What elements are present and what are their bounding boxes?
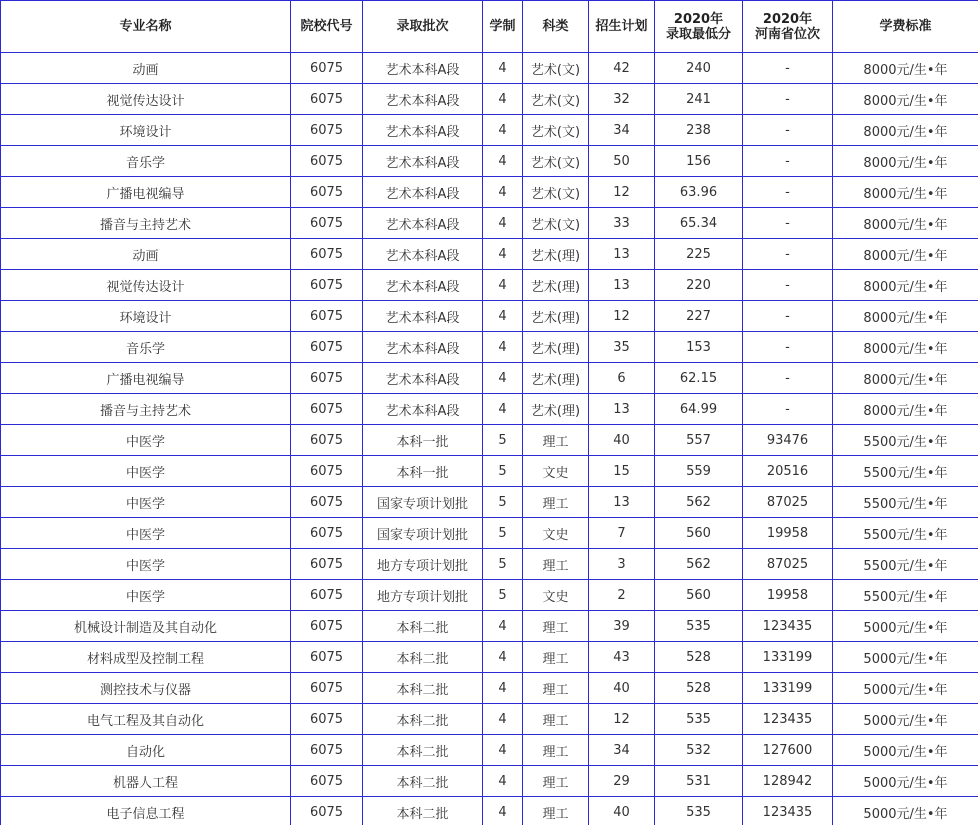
cell-min-score: 225 [655,239,743,270]
cell-tuition: 8000元/生•年 [833,115,978,146]
cell-batch: 艺术本科A段 [363,270,483,301]
cell-tuition: 8000元/生•年 [833,146,978,177]
cell-batch: 本科一批 [363,456,483,487]
cell-batch: 艺术本科A段 [363,363,483,394]
cell-enrollment-plan: 12 [589,177,655,208]
cell-tuition: 8000元/生•年 [833,177,978,208]
cell-major-name: 动画 [1,239,291,270]
cell-batch: 本科二批 [363,735,483,766]
col-header-province-rank [743,1,833,53]
cell-province-rank: - [743,332,833,363]
table-row [1,673,978,704]
col-header-tuition [833,1,978,53]
cell-tuition: 5000元/生•年 [833,766,978,797]
cell-major-name: 广播电视编导 [1,177,291,208]
table-row [1,301,978,332]
cell-province-rank: - [743,53,833,84]
cell-duration: 5 [483,487,523,518]
cell-province-rank: 127600 [743,735,833,766]
cell-batch: 本科二批 [363,642,483,673]
cell-duration: 4 [483,239,523,270]
cell-enrollment-plan: 13 [589,487,655,518]
cell-category: 艺术(文) [523,53,589,84]
cell-batch: 本科二批 [363,766,483,797]
cell-batch: 本科二批 [363,704,483,735]
cell-province-rank: 123435 [743,797,833,825]
cell-min-score: 557 [655,425,743,456]
cell-province-rank: 123435 [743,611,833,642]
cell-min-score: 535 [655,611,743,642]
table-row [1,53,978,84]
cell-school-code: 6075 [291,301,363,332]
cell-school-code: 6075 [291,270,363,301]
cell-min-score: 559 [655,456,743,487]
cell-province-rank: 87025 [743,549,833,580]
cell-tuition: 5500元/生•年 [833,580,978,611]
cell-enrollment-plan: 42 [589,53,655,84]
cell-tuition: 5000元/生•年 [833,704,978,735]
cell-province-rank: - [743,270,833,301]
cell-school-code: 6075 [291,456,363,487]
cell-duration: 4 [483,611,523,642]
cell-duration: 4 [483,394,523,425]
col-header-duration [483,1,523,53]
cell-enrollment-plan: 40 [589,797,655,825]
cell-batch: 艺术本科A段 [363,394,483,425]
cell-major-name: 中医学 [1,456,291,487]
cell-school-code: 6075 [291,177,363,208]
cell-duration: 4 [483,704,523,735]
cell-duration: 4 [483,53,523,84]
header-line: 专业名称 [119,19,172,34]
cell-category: 理工 [523,704,589,735]
cell-province-rank: - [743,146,833,177]
cell-province-rank: - [743,239,833,270]
header-line: 录取批次 [396,19,449,34]
cell-major-name: 机器人工程 [1,766,291,797]
cell-school-code: 6075 [291,146,363,177]
cell-duration: 4 [483,146,523,177]
cell-category: 艺术(文) [523,115,589,146]
cell-batch: 艺术本科A段 [363,84,483,115]
cell-school-code: 6075 [291,642,363,673]
cell-tuition: 5500元/生•年 [833,487,978,518]
cell-province-rank: 133199 [743,673,833,704]
cell-batch: 本科二批 [363,797,483,825]
cell-batch: 艺术本科A段 [363,332,483,363]
cell-major-name: 中医学 [1,580,291,611]
cell-school-code: 6075 [291,580,363,611]
cell-duration: 5 [483,518,523,549]
cell-major-name: 播音与主持艺术 [1,208,291,239]
cell-major-name: 中医学 [1,487,291,518]
table-row [1,642,978,673]
cell-min-score: 535 [655,797,743,825]
cell-school-code: 6075 [291,394,363,425]
table-row [1,735,978,766]
cell-enrollment-plan: 13 [589,394,655,425]
cell-min-score: 238 [655,115,743,146]
cell-category: 艺术(文) [523,146,589,177]
cell-province-rank: - [743,301,833,332]
header-line: 河南省位次 [754,26,820,42]
cell-duration: 4 [483,332,523,363]
cell-min-score: 63.96 [655,177,743,208]
header-line: 学费标准 [879,19,932,34]
cell-tuition: 5500元/生•年 [833,425,978,456]
table-row [1,487,978,518]
cell-school-code: 6075 [291,239,363,270]
cell-major-name: 音乐学 [1,332,291,363]
cell-enrollment-plan: 29 [589,766,655,797]
cell-major-name: 电子信息工程 [1,797,291,825]
cell-province-rank: 93476 [743,425,833,456]
cell-school-code: 6075 [291,518,363,549]
cell-major-name: 电气工程及其自动化 [1,704,291,735]
cell-school-code: 6075 [291,704,363,735]
cell-duration: 4 [483,766,523,797]
col-header-enrollment-plan [589,1,655,53]
cell-category: 艺术(理) [523,363,589,394]
cell-category: 文史 [523,456,589,487]
table-row [1,208,978,239]
cell-enrollment-plan: 43 [589,642,655,673]
cell-min-score: 528 [655,673,743,704]
cell-tuition: 5000元/生•年 [833,797,978,825]
cell-min-score: 220 [655,270,743,301]
cell-major-name: 材料成型及控制工程 [1,642,291,673]
header-line: 2020年 [673,11,724,27]
cell-major-name: 动画 [1,53,291,84]
col-header-category [523,1,589,53]
cell-major-name: 环境设计 [1,115,291,146]
cell-school-code: 6075 [291,611,363,642]
cell-province-rank: 133199 [743,642,833,673]
cell-enrollment-plan: 13 [589,239,655,270]
cell-min-score: 62.15 [655,363,743,394]
cell-batch: 地方专项计划批 [363,580,483,611]
header-line: 学制 [489,19,516,34]
cell-province-rank: - [743,177,833,208]
cell-tuition: 8000元/生•年 [833,84,978,115]
cell-duration: 4 [483,301,523,332]
table-row [1,580,978,611]
col-header-min-score [655,1,743,53]
cell-tuition: 8000元/生•年 [833,239,978,270]
col-header-batch [363,1,483,53]
cell-duration: 4 [483,797,523,825]
cell-duration: 5 [483,456,523,487]
cell-school-code: 6075 [291,487,363,518]
cell-min-score: 241 [655,84,743,115]
cell-tuition: 5000元/生•年 [833,673,978,704]
cell-category: 理工 [523,797,589,825]
table-row [1,456,978,487]
cell-enrollment-plan: 6 [589,363,655,394]
table-header [1,1,978,53]
header-line: 招生计划 [595,19,648,34]
cell-tuition: 5000元/生•年 [833,611,978,642]
cell-category: 艺术(文) [523,177,589,208]
col-header-school-code [291,1,363,53]
cell-batch: 国家专项计划批 [363,518,483,549]
table-row [1,239,978,270]
cell-min-score: 64.99 [655,394,743,425]
table-row [1,146,978,177]
table-row [1,425,978,456]
table-row [1,797,978,825]
cell-tuition: 5000元/生•年 [833,735,978,766]
cell-duration: 4 [483,363,523,394]
table-row [1,115,978,146]
header-line: 科类 [542,19,569,34]
table-row [1,611,978,642]
cell-batch: 地方专项计划批 [363,549,483,580]
cell-enrollment-plan: 34 [589,115,655,146]
cell-duration: 4 [483,177,523,208]
cell-enrollment-plan: 39 [589,611,655,642]
cell-province-rank: 128942 [743,766,833,797]
table-body [1,53,978,825]
cell-category: 理工 [523,735,589,766]
cell-tuition: 8000元/生•年 [833,301,978,332]
cell-batch: 艺术本科A段 [363,177,483,208]
cell-category: 艺术(理) [523,270,589,301]
cell-duration: 4 [483,115,523,146]
cell-category: 理工 [523,673,589,704]
cell-tuition: 5000元/生•年 [833,642,978,673]
cell-province-rank: - [743,363,833,394]
table-row [1,518,978,549]
cell-school-code: 6075 [291,53,363,84]
cell-major-name: 自动化 [1,735,291,766]
cell-enrollment-plan: 12 [589,301,655,332]
table-row [1,84,978,115]
cell-school-code: 6075 [291,425,363,456]
table-row [1,177,978,208]
table-row [1,549,978,580]
cell-school-code: 6075 [291,332,363,363]
cell-tuition: 8000元/生•年 [833,332,978,363]
cell-category: 文史 [523,580,589,611]
cell-min-score: 65.34 [655,208,743,239]
header-line: 院校代号 [300,19,353,34]
cell-category: 艺术(理) [523,332,589,363]
cell-school-code: 6075 [291,84,363,115]
table-row [1,704,978,735]
cell-duration: 4 [483,270,523,301]
cell-min-score: 156 [655,146,743,177]
cell-batch: 本科二批 [363,611,483,642]
cell-category: 艺术(文) [523,84,589,115]
cell-major-name: 中医学 [1,425,291,456]
cell-batch: 艺术本科A段 [363,115,483,146]
cell-tuition: 5500元/生•年 [833,518,978,549]
cell-batch: 艺术本科A段 [363,208,483,239]
cell-enrollment-plan: 15 [589,456,655,487]
header-row [1,1,978,53]
cell-min-score: 227 [655,301,743,332]
col-header-major-name [1,1,291,53]
cell-duration: 4 [483,673,523,704]
cell-enrollment-plan: 35 [589,332,655,363]
cell-enrollment-plan: 2 [589,580,655,611]
cell-tuition: 8000元/生•年 [833,363,978,394]
cell-province-rank: - [743,394,833,425]
cell-duration: 5 [483,580,523,611]
cell-batch: 本科一批 [363,425,483,456]
cell-province-rank: 19958 [743,518,833,549]
cell-major-name: 环境设计 [1,301,291,332]
cell-school-code: 6075 [291,549,363,580]
cell-major-name: 视觉传达设计 [1,270,291,301]
cell-enrollment-plan: 33 [589,208,655,239]
table-row [1,766,978,797]
cell-province-rank: - [743,115,833,146]
cell-min-score: 535 [655,704,743,735]
cell-duration: 5 [483,549,523,580]
cell-batch: 艺术本科A段 [363,53,483,84]
cell-school-code: 6075 [291,673,363,704]
cell-min-score: 153 [655,332,743,363]
cell-category: 艺术(文) [523,208,589,239]
cell-school-code: 6075 [291,208,363,239]
cell-batch: 艺术本科A段 [363,301,483,332]
table-row [1,270,978,301]
cell-province-rank: 123435 [743,704,833,735]
header-line: 2020年 [762,11,813,27]
table-row [1,394,978,425]
cell-major-name: 音乐学 [1,146,291,177]
cell-province-rank: - [743,208,833,239]
cell-min-score: 531 [655,766,743,797]
cell-province-rank: - [743,84,833,115]
cell-major-name: 视觉传达设计 [1,84,291,115]
cell-enrollment-plan: 12 [589,704,655,735]
cell-major-name: 中医学 [1,518,291,549]
cell-enrollment-plan: 13 [589,270,655,301]
cell-batch: 本科二批 [363,673,483,704]
cell-tuition: 8000元/生•年 [833,394,978,425]
cell-tuition: 5500元/生•年 [833,549,978,580]
cell-category: 理工 [523,487,589,518]
cell-duration: 4 [483,208,523,239]
cell-min-score: 560 [655,518,743,549]
cell-enrollment-plan: 34 [589,735,655,766]
cell-batch: 国家专项计划批 [363,487,483,518]
cell-major-name: 机械设计制造及其自动化 [1,611,291,642]
cell-duration: 4 [483,642,523,673]
cell-category: 艺术(理) [523,301,589,332]
cell-major-name: 中医学 [1,549,291,580]
cell-school-code: 6075 [291,363,363,394]
table-row [1,332,978,363]
cell-major-name: 测控技术与仪器 [1,673,291,704]
cell-enrollment-plan: 50 [589,146,655,177]
cell-province-rank: 87025 [743,487,833,518]
cell-batch: 艺术本科A段 [363,239,483,270]
cell-min-score: 560 [655,580,743,611]
cell-duration: 5 [483,425,523,456]
cell-province-rank: 20516 [743,456,833,487]
cell-enrollment-plan: 32 [589,84,655,115]
cell-min-score: 240 [655,53,743,84]
cell-school-code: 6075 [291,735,363,766]
cell-category: 理工 [523,549,589,580]
cell-school-code: 6075 [291,766,363,797]
cell-tuition: 5500元/生•年 [833,456,978,487]
cell-batch: 艺术本科A段 [363,146,483,177]
cell-min-score: 532 [655,735,743,766]
cell-min-score: 528 [655,642,743,673]
cell-duration: 4 [483,735,523,766]
cell-category: 理工 [523,611,589,642]
cell-school-code: 6075 [291,797,363,825]
cell-category: 艺术(理) [523,394,589,425]
cell-tuition: 8000元/生•年 [833,208,978,239]
cell-category: 理工 [523,642,589,673]
cell-tuition: 8000元/生•年 [833,53,978,84]
cell-school-code: 6075 [291,115,363,146]
cell-category: 理工 [523,425,589,456]
cell-province-rank: 19958 [743,580,833,611]
cell-major-name: 播音与主持艺术 [1,394,291,425]
cell-category: 文史 [523,518,589,549]
cell-major-name: 广播电视编导 [1,363,291,394]
cell-min-score: 562 [655,487,743,518]
cell-min-score: 562 [655,549,743,580]
cell-category: 艺术(理) [523,239,589,270]
table-row [1,363,978,394]
cell-enrollment-plan: 3 [589,549,655,580]
header-line: 录取最低分 [665,26,731,42]
cell-enrollment-plan: 40 [589,425,655,456]
cell-category: 理工 [523,766,589,797]
cell-tuition: 8000元/生•年 [833,270,978,301]
cell-duration: 4 [483,84,523,115]
cell-enrollment-plan: 7 [589,518,655,549]
cell-enrollment-plan: 40 [589,673,655,704]
